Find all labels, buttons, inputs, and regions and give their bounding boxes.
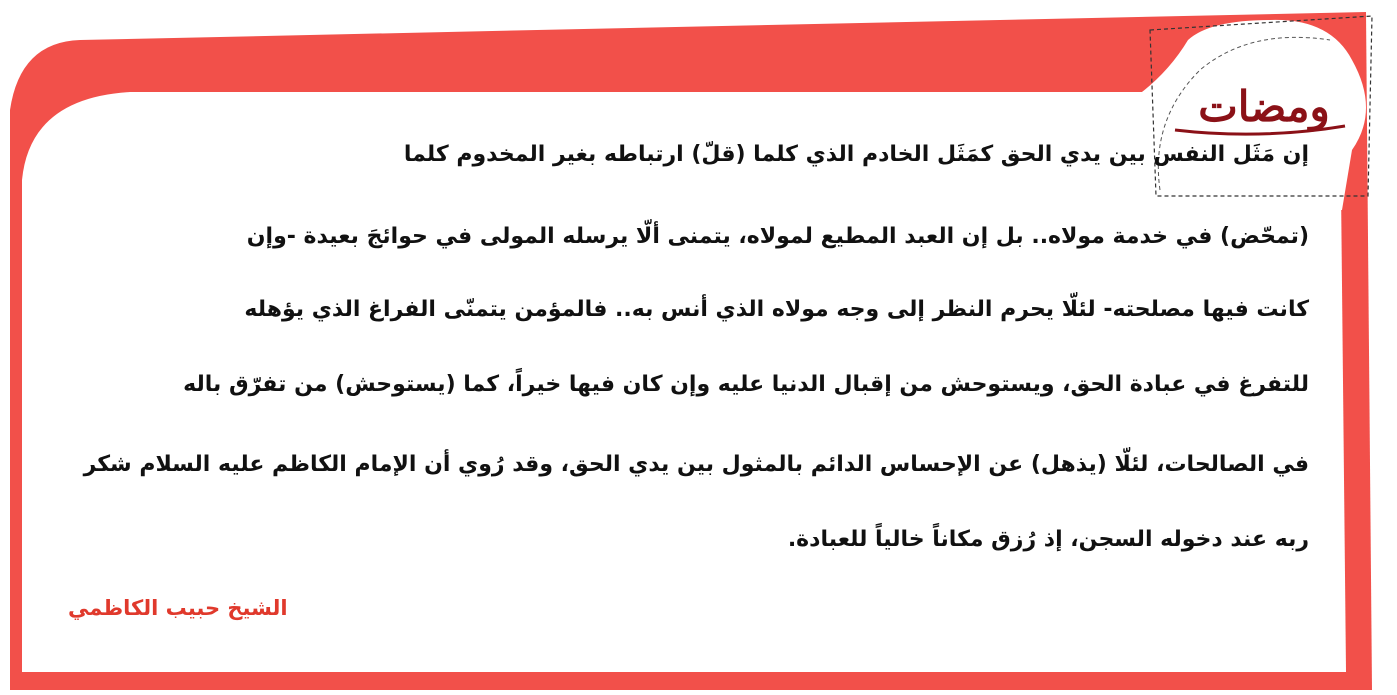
body-line-3: كانت فيها مصلحته- لئلّا يحرم النظر إلى وجه مولاه الذي أنس به.. فالمؤمن يتمنّى الفراغ الذي يؤهله [244,297,1309,322]
body-line-5: في الصالحات، لئلّا (يذهل) عن الإحساس الدائم بالمثول بين يدي الحق، وقد رُوي أن الإمام الكاظم عليه السلام شكر [83,452,1309,477]
body-line-4: للتفرغ في عبادة الحق، ويستوحش من إقبال الدنيا عليه وإن كان فيها خيراً، كما (يستوحش) من تفرّق باله [183,372,1309,397]
author-name: الشيخ حبيب الكاظمي [68,596,288,620]
body-line-2: (تمحّض) في خدمة مولاه.. بل إن العبد المطيع لمولاه، يتمنى ألّا يرسله المولى في حوائجَ بعيدة -وإن [246,224,1309,249]
body-line-6: ربه عند دخوله السجن، إذ رُزق مكاناً خالياً للعبادة. [787,527,1309,552]
badge-title: ومضات [1198,82,1330,131]
body-line-1: إن مَثَل النفس بين يدي الحق كمَثَل الخادم الذي كلما (قلّ) ارتباطه بغير المخدوم كلما [403,142,1309,167]
